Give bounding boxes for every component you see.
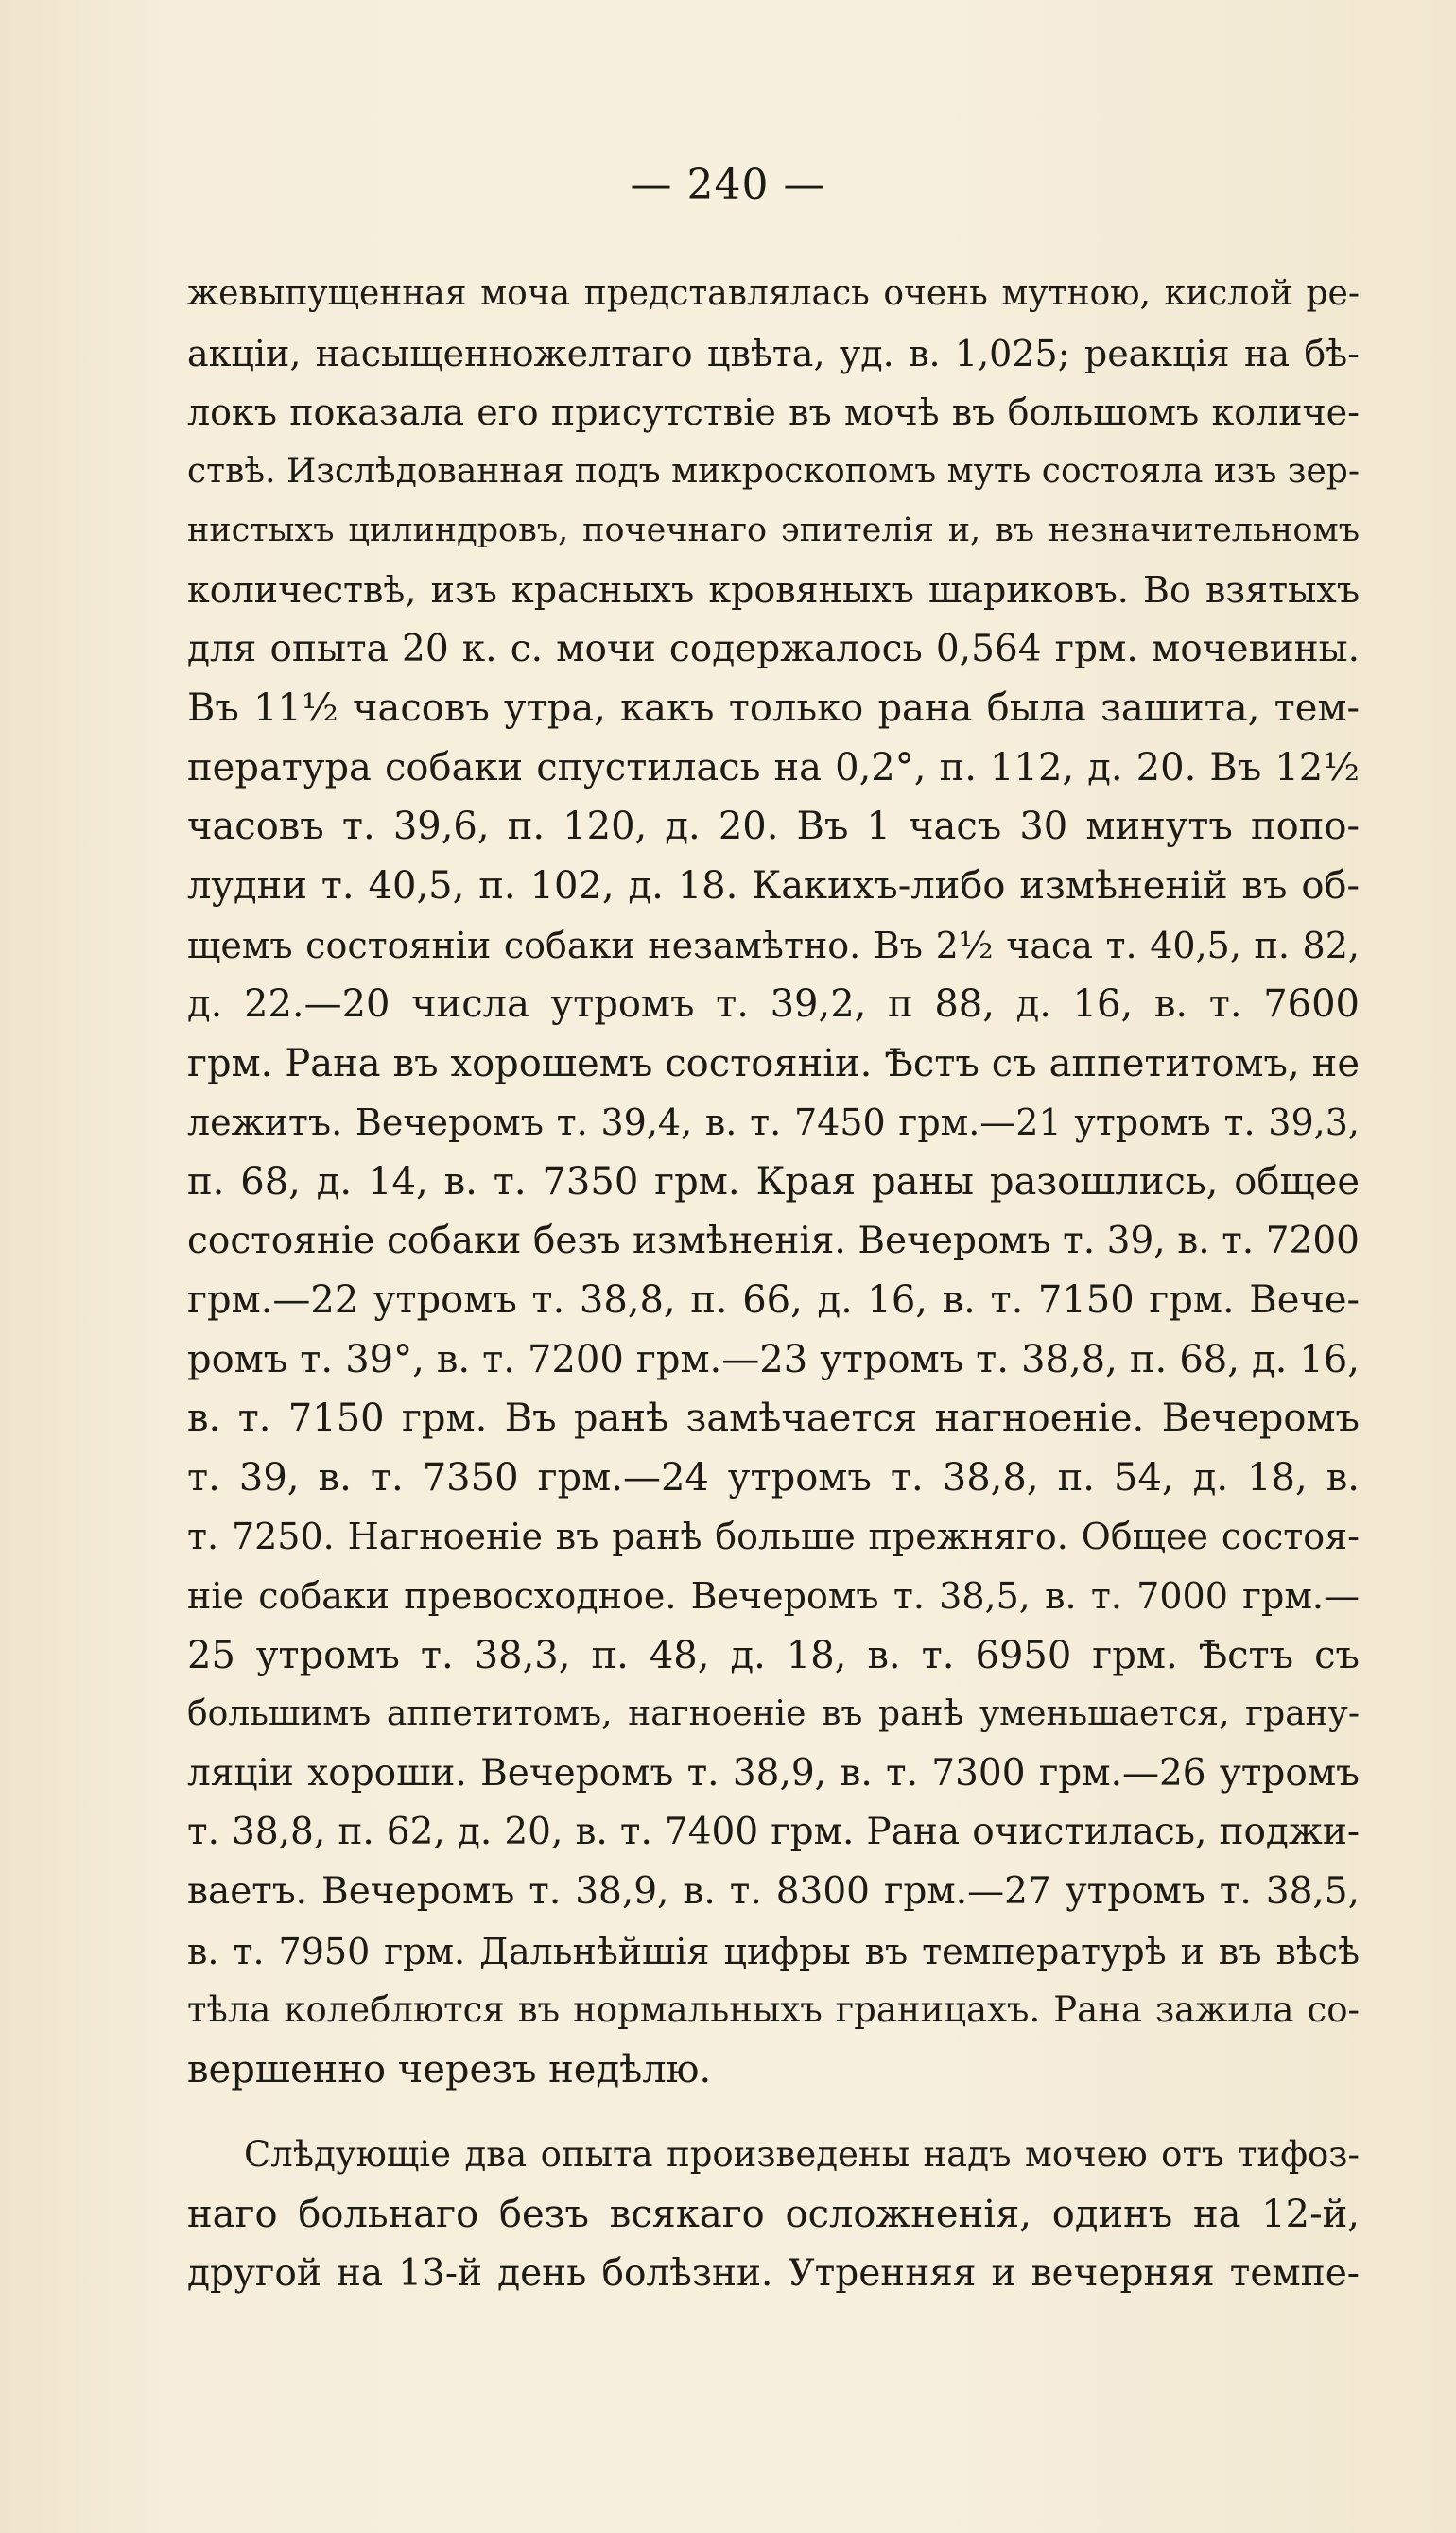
text-line: т. 39, в. т. 7350 грм.—24 утромъ т. 38,8, п. 54, д. 18, в. xyxy=(187,1455,1360,1500)
text-line: вершенно черезъ недѣлю. xyxy=(187,2047,712,2091)
text-line: ляціи хороши. Вечеромъ т. 38,9, в. т. 7300 грм.—26 утромъ xyxy=(187,1751,1360,1795)
text-line: тѣла колеблются въ нормальныхъ границахъ. Рана зажила со- xyxy=(187,1989,1360,2031)
text-line: грм.—22 утромъ т. 38,8, п. 66, д. 16, в. т. 7150 грм. Вече- xyxy=(187,1278,1360,1323)
text-line: Слѣдующіе два опыта произведены надъ мочею отъ тифоз- xyxy=(244,2134,1360,2176)
text-line: пература собаки спустилась на 0,2°, п. 112, д. 20. Въ 12½ xyxy=(187,745,1360,789)
text-line: часовъ т. 39,6, п. 120, д. 20. Въ 1 часъ 30 минутъ попо- xyxy=(187,805,1360,849)
text-line: ствѣ. Изслѣдованная подъ микроскопомъ муть состояла изъ зер- xyxy=(187,451,1360,491)
text-line: 25 утромъ т. 38,3, п. 48, д. 18, в. т. 6950 грм. Ѣстъ съ xyxy=(187,1633,1360,1677)
text-line: нистыхъ цилиндровъ, почечнаго эпителія и, въ незначительномъ xyxy=(187,512,1360,550)
text-line: для опыта 20 к. с. мочи содержалось 0,564 грм. мочевины. xyxy=(187,627,1360,670)
text-line: т. 7250. Нагноеніе въ ранѣ больше прежняго. Общее состоя- xyxy=(187,1516,1360,1558)
text-line: состояніе собаки безъ измѣненія. Вечеромъ т. 39, в. т. 7200 xyxy=(187,1219,1360,1262)
text-line: локъ показала его присутствіе въ мочѣ въ большомъ количе- xyxy=(187,391,1360,434)
text-line: в. т. 7950 грм. Дальнѣйшія цифры въ температурѣ и въ вѣсѣ xyxy=(187,1930,1360,1972)
text-line: щемъ состояніи собаки незамѣтно. Въ 2½ часа т. 40,5, п. 82, xyxy=(187,924,1360,966)
text-line: количествѣ, изъ красныхъ кровяныхъ шариковъ. Во взятыхъ xyxy=(187,568,1360,611)
page-number: — 240 — xyxy=(630,161,826,209)
text-line: Въ 11½ часовъ утра, какъ только рана была зашита, тем- xyxy=(187,686,1360,731)
text-line: жевыпущенная моча представлялась очень мутною, кислой ре- xyxy=(187,274,1360,313)
paragraph-gap xyxy=(187,2099,1360,2125)
paragraph-1 xyxy=(187,265,1360,2099)
text-line: ваетъ. Вечеромъ т. 38,9, в. т. 8300 грм.—27 утромъ т. 38,5, xyxy=(187,1870,1360,1914)
text-line: п. 68, д. 14, в. т. 7350 грм. Края раны разошлись, общее xyxy=(187,1159,1360,1204)
text-line: д. 22.—20 числа утромъ т. 39,2, п 88, д. 16, в. т. 7600 xyxy=(187,982,1360,1027)
text-line: ромъ т. 39°, в. т. 7200 грм.—23 утромъ т. 38,8, п. 68, д. 16, xyxy=(187,1337,1360,1381)
text-line: в. т. 7150 грм. Въ ранѣ замѣчается нагноеніе. Вечеромъ xyxy=(187,1397,1360,1441)
text-line: другой на 13-й день болѣзни. Утренняя и вечерняя темпе- xyxy=(187,2251,1360,2295)
text-line: лудни т. 40,5, п. 102, д. 18. Какихъ-либо измѣненій въ об- xyxy=(187,863,1360,908)
text-line: наго больнаго безъ всякаго осложненія, одинъ на 12-й, xyxy=(187,2193,1360,2236)
text-line: грм. Рана въ хорошемъ состояніи. Ѣстъ съ аппетитомъ, не xyxy=(187,1041,1360,1085)
text-line: большимъ аппетитомъ, нагноеніе въ ранѣ уменьшается, грану- xyxy=(187,1694,1360,1734)
text-line: лежитъ. Вечеромъ т. 39,4, в. т. 7450 грм.—21 утромъ т. 39,3, xyxy=(187,1102,1360,1144)
text-body xyxy=(187,265,1360,2303)
text-line: т. 38,8, п. 62, д. 20, в. т. 7400 грм. Рана очистилась, поджи- xyxy=(187,1811,1360,1854)
paragraph-2 xyxy=(187,2125,1360,2303)
text-line: акціи, насыщенножелтаго цвѣта, уд. в. 1,025; реакція на бѣ- xyxy=(187,332,1360,374)
text-line: ніе собаки превосходное. Вечеромъ т. 38,5, в. т. 7000 грм.— xyxy=(187,1575,1360,1618)
